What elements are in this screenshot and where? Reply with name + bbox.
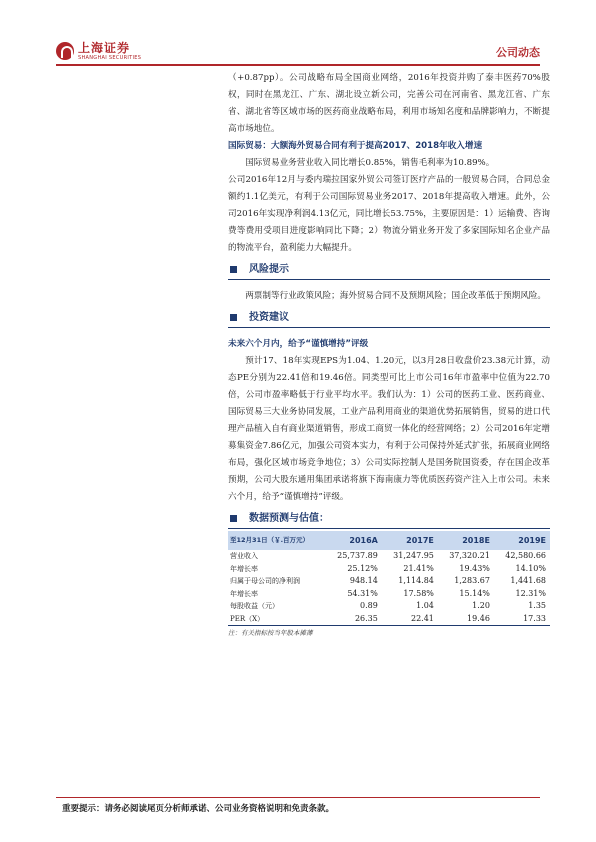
logo-english-name: SHANGHAI SECURITIES xyxy=(78,54,142,61)
financial-forecast-table xyxy=(228,531,550,626)
row-label: 年增长率 xyxy=(230,589,258,598)
table-header-cell: 2017E xyxy=(382,531,438,550)
table-row xyxy=(228,563,550,576)
section-invest-header xyxy=(228,307,550,328)
disclaimer-footer: 重要提示：请务必阅读尾页分析师承诺、公司业务资格说明和免责条款。 xyxy=(62,804,335,814)
table-cell: 14.10% xyxy=(515,563,546,573)
footer-divider xyxy=(56,797,540,798)
section-risk-title: 风险提示 xyxy=(249,263,289,275)
table-row xyxy=(228,550,550,563)
table-header-cell: 至12月31日（￥.百万元） xyxy=(228,531,326,550)
table-cell: 12.31% xyxy=(515,588,546,598)
table-header-row xyxy=(228,531,550,550)
row-label: PER（X） xyxy=(228,613,326,626)
table-cell: 42,580.66 xyxy=(505,551,546,560)
company-logo xyxy=(56,40,141,62)
table-cell: 19.43% xyxy=(459,563,490,573)
logo-emblem-icon xyxy=(56,42,74,60)
table-row xyxy=(228,600,550,613)
row-label: 营业收入 xyxy=(230,552,258,560)
table-row xyxy=(228,613,550,626)
section-bullet-icon xyxy=(230,266,237,273)
section-bullet-icon xyxy=(230,314,237,321)
table-cell: 21.41% xyxy=(403,563,434,573)
table-cell: 1,114.84 xyxy=(398,576,434,585)
paragraph-trade-contract: 公司2016年12月与委内瑞拉国家外贸公司签订医疗产品的一般贸易合同，合同总金额约1.1亿美元，有利于公司国际贸易业务2017、2018年提高收入增速。此外，公司2016年实现净利润4.13亿元，同比增长53.75%，主要原因是：1）运输费、咨询费等费用受项目进度影响同比下降；2）物流分销业务开发了多家国际知名企业产品的物流平台，盈利能力大幅提升。 xyxy=(228,175,550,253)
paragraph-trade-revenue: 国际贸易业务营业收入同比增长0.85%，销售毛利率为10.89%。 xyxy=(245,158,495,168)
table-cell: 1,283.67 xyxy=(454,576,490,585)
table-cell: 1.04 xyxy=(416,601,434,610)
row-label: 归属于母公司的净利润 xyxy=(230,577,300,585)
table-cell: 17.58% xyxy=(403,588,434,598)
table-footnote: 注：有关指标按当年股本摊薄 xyxy=(228,629,313,637)
section-forecast-title: 数据预测与估值： xyxy=(249,512,329,524)
table-cell: 19.46 xyxy=(438,613,494,626)
table-cell: 1,441.68 xyxy=(510,576,546,585)
section-forecast-header xyxy=(228,508,550,529)
table-row xyxy=(228,575,550,588)
table-cell: 15.14% xyxy=(459,588,490,598)
report-type-title: 公司动态 xyxy=(496,46,540,59)
table-row xyxy=(228,588,550,601)
table-cell: 37,320.21 xyxy=(449,551,490,560)
header-divider xyxy=(56,64,540,66)
table-cell: 22.41 xyxy=(382,613,438,626)
logo-chinese-name: 上海证券 xyxy=(78,40,131,55)
paragraph-risks: 两票制等行业政策风险；海外贸易合同不及预期风险；国企改革低于预期风险。 xyxy=(245,291,546,301)
paragraph-commerce-network: （+0.87pp）。公司战略布局全国商业网络，2016年投资并购了泰丰医药70%股权，同时在黑龙江、广东、湖北设立新公司，完善公司在河南省、黑龙江省、广东省、湖北省等区域市场的医药商业战略布局，利用市场知名度和品牌影响力，不断提高市场地位。 xyxy=(228,73,550,134)
table-header-cell: 2019E xyxy=(494,531,550,550)
table-cell: 26.35 xyxy=(326,613,382,626)
page-header xyxy=(0,0,596,64)
table-cell: 1.20 xyxy=(472,601,490,610)
table-cell: 25,737.89 xyxy=(337,551,378,560)
main-content xyxy=(228,70,550,639)
subheading-international-trade: 国际贸易：大额海外贸易合同有利于提高2017、2018年收入增速 xyxy=(228,141,483,151)
table-cell: 25.12% xyxy=(347,563,378,573)
table-cell: 1.35 xyxy=(528,601,546,610)
table-cell: 0.89 xyxy=(360,601,378,610)
table-header-cell: 2016A xyxy=(326,531,382,550)
row-label: 每股收益（元） xyxy=(230,602,279,610)
table-cell: 31,247.95 xyxy=(393,551,434,560)
section-risk-header xyxy=(228,259,550,280)
table-cell: 54.31% xyxy=(347,588,378,598)
table-header-cell: 2018E xyxy=(438,531,494,550)
subheading-rating: 未来六个月内，给予“谨慎增持”评级 xyxy=(228,339,369,349)
section-invest-title: 投资建议 xyxy=(249,311,289,323)
paragraph-valuation: 预计17、18年实现EPS为1.04、1.20元，以3月28日收盘价23.38元计算，动态PE分别为22.41倍和19.46倍。同类型可比上市公司16年市盈率中位值为22.70倍，公司市盈率略低于行业平均水平。我们认为：1）公司的医药工业、医药商业、国际贸易三大业务协同发展，工业产品利用商业的渠道优势拓展销售，贸易的进口代理产品植入自有商业渠道销售，形成工商贸一体化的经营网络；2）公司2016年定增募集资金7.86亿元，加强公司资本实力，有利于公司保持外延式扩张，拓展商业网络布局，强化区域市场竞争地位；3）公司实际控制人是国务院国资委，存在国企改革预期，公司大股东通用集团承诺将旗下海南康力等优质医药资产注入上市公司。未来六个月，给予“谨慎增持”评级。 xyxy=(228,356,550,502)
table-cell: 948.14 xyxy=(349,576,378,585)
row-label: 年增长率 xyxy=(230,564,258,573)
section-bullet-icon xyxy=(230,515,237,522)
table-cell: 17.33 xyxy=(494,613,550,626)
